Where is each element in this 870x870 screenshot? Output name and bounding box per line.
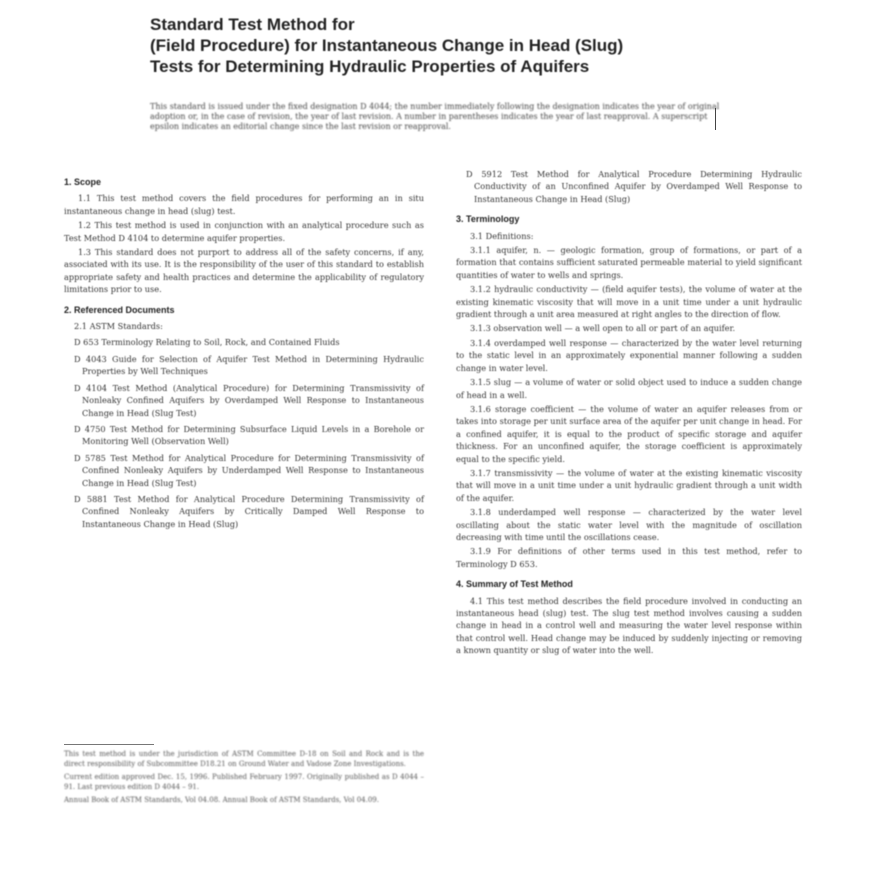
paragraph: 3.1.3 observation well — a well open to all or part of an aquifer. (470, 323, 736, 334)
footnotes (64, 750, 424, 810)
section-heading-summary: 4. Summary of Test Method (456, 579, 573, 590)
paragraph: 4.1 This test method describes the field procedure involved in conducting an instantaneous head (slug) test. The slug test method involves causing a sudden change in head in a control well and measuring the water level response within that control well. Head change may be induced by suddenly injecting or removing a known quantity or slug of water into the well. (456, 595, 802, 656)
title-line: Tests for Determining Hydraulic Properties of Aquifers (150, 57, 590, 76)
section-heading-terminology: 3. Terminology (456, 214, 520, 225)
reference-item: D 4043 Guide for Selection of Aquifer Test Method in Determining Hydraulic Properties by Well Techniques (74, 353, 424, 377)
reference-item: D 653 Terminology Relating to Soil, Rock, and Contained Fluids (74, 337, 340, 348)
title-line: Standard Test Method for (150, 15, 355, 34)
paragraph: 1.3 This standard does not purport to address all of the safety concerns, if any, associated with its use. It is the responsibility of the user of this standard to establish appropriate safety and health practices and determine the applicability of regulatory limitations prior to use. (64, 247, 424, 295)
paragraph: 3.1.1 aquifer, n. — geologic formation, group of formations, or part of a formation that contains sufficient saturated permeable material to yield significant quantities of water to wells and springs. (456, 245, 802, 280)
paragraph: 3.1.9 For definitions of other terms used in this test method, refer to Terminology D 653. (456, 546, 802, 569)
section-heading-scope: 1. Scope (64, 177, 102, 187)
paragraph: 3.1 Definitions: (470, 230, 534, 241)
reference-item: D 5785 Test Method for Analytical Procedure for Determining Transmissivity of Confined Nonleaky Aquifers by Underdamped Well Response to Instantaneous Change in Head (Slug Test) (74, 452, 424, 488)
paragraph: 3.1.5 slug — a volume of water or solid object used to induce a sudden change of head in a well. (456, 377, 802, 400)
paragraph: 3.1.8 underdamped well response — characterized by the water level oscillating about the static water level with the magnitude of oscillation decreasing with time until the oscillations cease. (456, 507, 802, 542)
paragraph: 1.2 This test method is used in conjunction with an analytical procedure such as Test Method D 4104 to determine aquifer properties. (64, 220, 424, 243)
paragraph: 3.1.6 storage coefficient — the volume of water an aquifer releases from or takes into storage per unit surface area of the aquifer per unit change in head. For a confined aquifer, it is equal to the product of specific storage and aquifer thickness. For an unconfined aquifer, the storage coefficient is approximately equal to the specific yield. (456, 403, 802, 464)
footnote: Current edition approved Dec. 15, 1996. Published February 1997. Originally published as D 4044 – 91. Last previous edition D 4044 – 91. (64, 773, 424, 791)
paragraph: 1.1 This test method covers the field procedures for performing an in situ instantaneous change in head (slug) test. (64, 193, 424, 216)
reference-item: 2.1 ASTM Standards: (74, 321, 163, 332)
footnote: This test method is under the jurisdiction of ASTM Committee D-18 on Soil and Rock and is the direct responsibility of Subcommittee D18.21 on Ground Water and Vadose Zone Investigations. (64, 750, 424, 768)
reference-item: D 4104 Test Method (Analytical Procedure) for Determining Transmissivity of Nonleaky Confined Aquifers by Overdamped Well Response to Instantaneous Change in Head (Slug Test) (74, 382, 424, 418)
reference-item: D 4750 Test Method for Determining Subsurface Liquid Levels in a Borehole or Monitoring Well (Observation Well) (74, 423, 424, 447)
left-column (64, 168, 424, 534)
reference-item: D 5881 Test Method for Analytical Procedure Determining Transmissivity of Confined Nonleaky Aquifers by Critically Damped Well Response to Instantaneous Change in Head (Slug) (74, 493, 424, 529)
footnote: Annual Book of ASTM Standards, Vol 04.08. Annual Book of ASTM Standards, Vol 04.09. (64, 796, 379, 804)
issuance-note: This standard is issued under the fixed designation D 4044; the number immediately following the designation indicates the year of original adoption or, in the case of revision, the year of last revision. A number in parentheses indicates the year of last reapproval. A superscript epsilon indicates an editorial change since the last revision or reapproval. (150, 102, 720, 131)
footnote-divider (64, 744, 154, 745)
revision-bar (715, 108, 716, 130)
paragraph: 3.1.2 hydraulic conductivity — (field aquifer tests), the volume of water at the existing kinematic viscosity that will move in a unit time under a unit hydraulic gradient through a unit area measured at right angles to the direction of flow. (456, 284, 802, 320)
document-title (150, 14, 710, 77)
paragraph: 3.1.7 transmissivity — the volume of water at the existing kinematic viscosity that will move in a unit time under a unit hydraulic gradient through a unit width of the aquifer. (456, 467, 802, 503)
title-line: (Field Procedure) for Instantaneous Change in Head (Slug) (150, 36, 624, 55)
right-column (456, 168, 802, 659)
paragraph: 3.1.4 overdamped well response — characterized by the water level returning to the static level in an approximately exponential manner following a sudden change in water level. (456, 337, 802, 373)
reference-item: D 5912 Test Method for Analytical Procedure Determining Hydraulic Conductivity of an Unconfined Aquifer by Overdamped Well Response to Instantaneous Change in Head (Slug) (466, 169, 802, 204)
section-heading-referenced-documents: 2. Referenced Documents (64, 304, 175, 315)
